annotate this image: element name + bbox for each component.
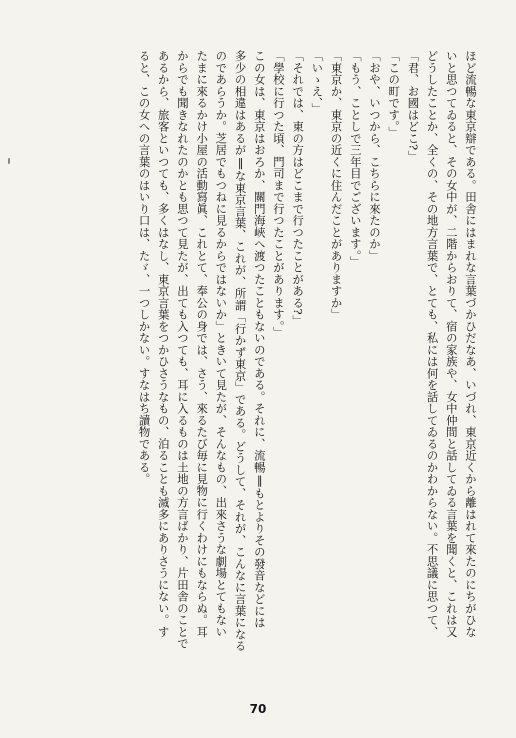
text-line: ると、この女への言葉のはいり口は、たゞ、一つしかない。すなはち讀物である。 <box>137 50 152 485</box>
dialogue-line: 「この町です。」 <box>387 50 402 139</box>
text-line: からでも聞きなれたのかとも思つて見たが、出ても入つても、耳に入るものは土地の方言ばかり、片田舎のことで <box>175 50 190 650</box>
dialogue-line: 「東京か、東京の近くに住んだことがありますか」 <box>329 50 344 321</box>
dialogue-line: 「それでは、東の方はどこまで行つたことがある?」 <box>291 50 306 327</box>
vertical-text-body <box>134 50 480 670</box>
dialogue-line: 「學校に行つた頃、門司まで行つたことがあります。」 <box>271 50 286 339</box>
text-line: たまに來るかけ小屋の活動寫眞、これとて、奉公の身では、さう、來るたび毎に見物に行くわけにもならぬ。耳 <box>195 50 210 638</box>
dialogue-line: 「もう、ことしで三年目でございます。」 <box>348 50 363 268</box>
text-line: ほど流暢な東京辯である。田舎にはまれな言葉づかひだなあ、いづれ、東京近くから離はれて來たのにちがひな <box>464 50 478 638</box>
dialogue-line: 「おや、いつから、こちらに來たのか」 <box>367 50 382 262</box>
text-line: いと思つてゐると、その女中が、二階からおりて、宿の家族や、女中仲間と話してゐる言葉を聞くと、これは又 <box>444 50 459 638</box>
page-number: 70 <box>249 702 267 716</box>
scan-speck <box>8 158 10 164</box>
text-line: この女は、東京はおろか、關門海峽へ渡つたこともないのである。それに、流暢‖もとよりその發音などには <box>252 50 267 629</box>
dialogue-line: 「いゝえ、」 <box>310 50 325 115</box>
dialogue-line: 「君、お國はどこ?」 <box>406 50 421 163</box>
text-line: どうしたことか、全くの、その地方言葉で、とても、私には何を話してゐるのかわからない。不思議に思つて、 <box>425 50 440 638</box>
text-line: あるから、旅客といつても、多くはなし、東京言葉をつかひさうなもの、泊ることも滅多にありさうにない。す <box>156 50 171 638</box>
text-line: 多少の相違はあるが‖な東京言葉、これが、所謂「行かず東京」である。どうして、それが、こんなに言葉になる <box>233 50 248 652</box>
text-line: のであらうか。芝居でもつねに見るからではないか」ときいて見たが、そんなもの、出來さうな劇場とてもない <box>214 50 229 638</box>
